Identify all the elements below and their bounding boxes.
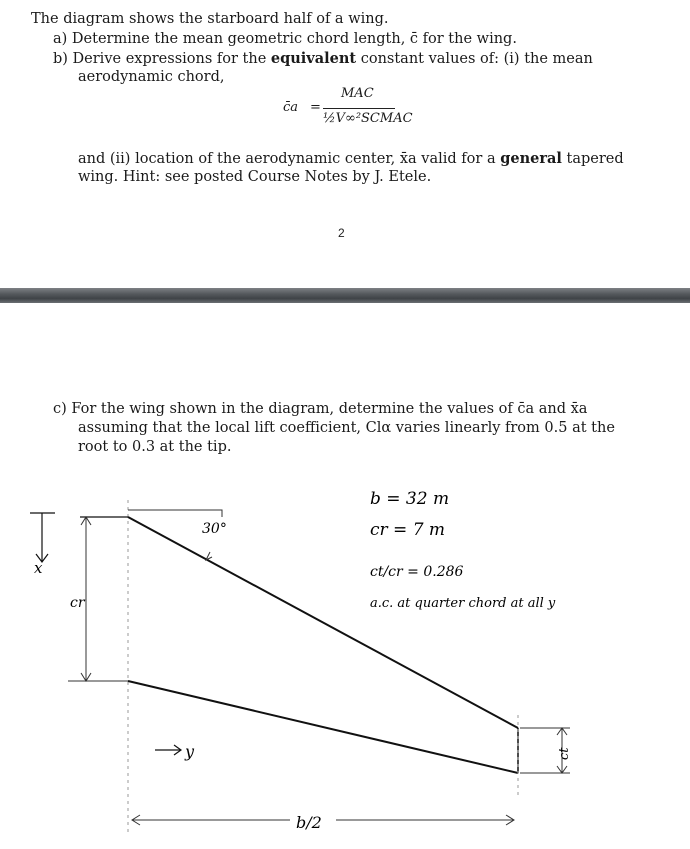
question-b-ii-pre: and (ii) location of the aerodynamic center, x̄a valid for a — [78, 151, 501, 167]
question-b-ii-bold: general — [500, 150, 562, 167]
leading-edge — [128, 517, 518, 728]
question-b-line2: aerodynamic chord, — [78, 69, 225, 85]
note-taper: ct/cr = 0.286 — [370, 564, 464, 580]
question-c-line3: root to 0.3 at the tip. — [78, 439, 232, 455]
question-c-line1: c) For the wing shown in the diagram, determine the values of c̄a and x̄a — [53, 401, 588, 417]
question-b-ii-line2: wing. Hint: see posted Course Notes by J. Etele. — [78, 169, 432, 185]
formula-numerator: MAC — [341, 86, 374, 101]
cr-label: cr — [70, 595, 85, 611]
angle-label: 30° — [202, 521, 227, 537]
y-label: y — [185, 742, 195, 761]
question-b-pre: b) Derive expressions for the — [53, 51, 271, 67]
formula-eq: = — [310, 100, 321, 115]
question-b-bold: equivalent — [270, 50, 357, 67]
angle-reference — [128, 510, 222, 517]
intro-text: The diagram shows the starboard half of a wing. — [31, 11, 389, 27]
formula-denominator: ½V∞²SCMAC — [323, 111, 413, 126]
question-a: a) Determine the mean geometric chord length, c̄ for the wing. — [53, 31, 517, 47]
question-b-post: constant values of: (i) the mean — [356, 51, 593, 67]
formula-lhs: c̄a — [283, 100, 299, 115]
question-b-ii-post: tapered — [561, 151, 624, 167]
half-span-label: b/2 — [296, 813, 322, 832]
note-ac: a.c. at quarter chord at all y — [370, 596, 556, 611]
page-number: 2 — [338, 226, 345, 240]
note-span: b = 32 m — [370, 489, 450, 509]
ct-label: ct — [557, 747, 572, 760]
angle-arrow — [206, 552, 212, 560]
x-label: x — [34, 559, 43, 577]
note-root-chord: cr = 7 m — [370, 520, 446, 540]
question-c-line2: assuming that the local lift coefficient, Clα varies linearly from 0.5 at the — [78, 420, 615, 436]
